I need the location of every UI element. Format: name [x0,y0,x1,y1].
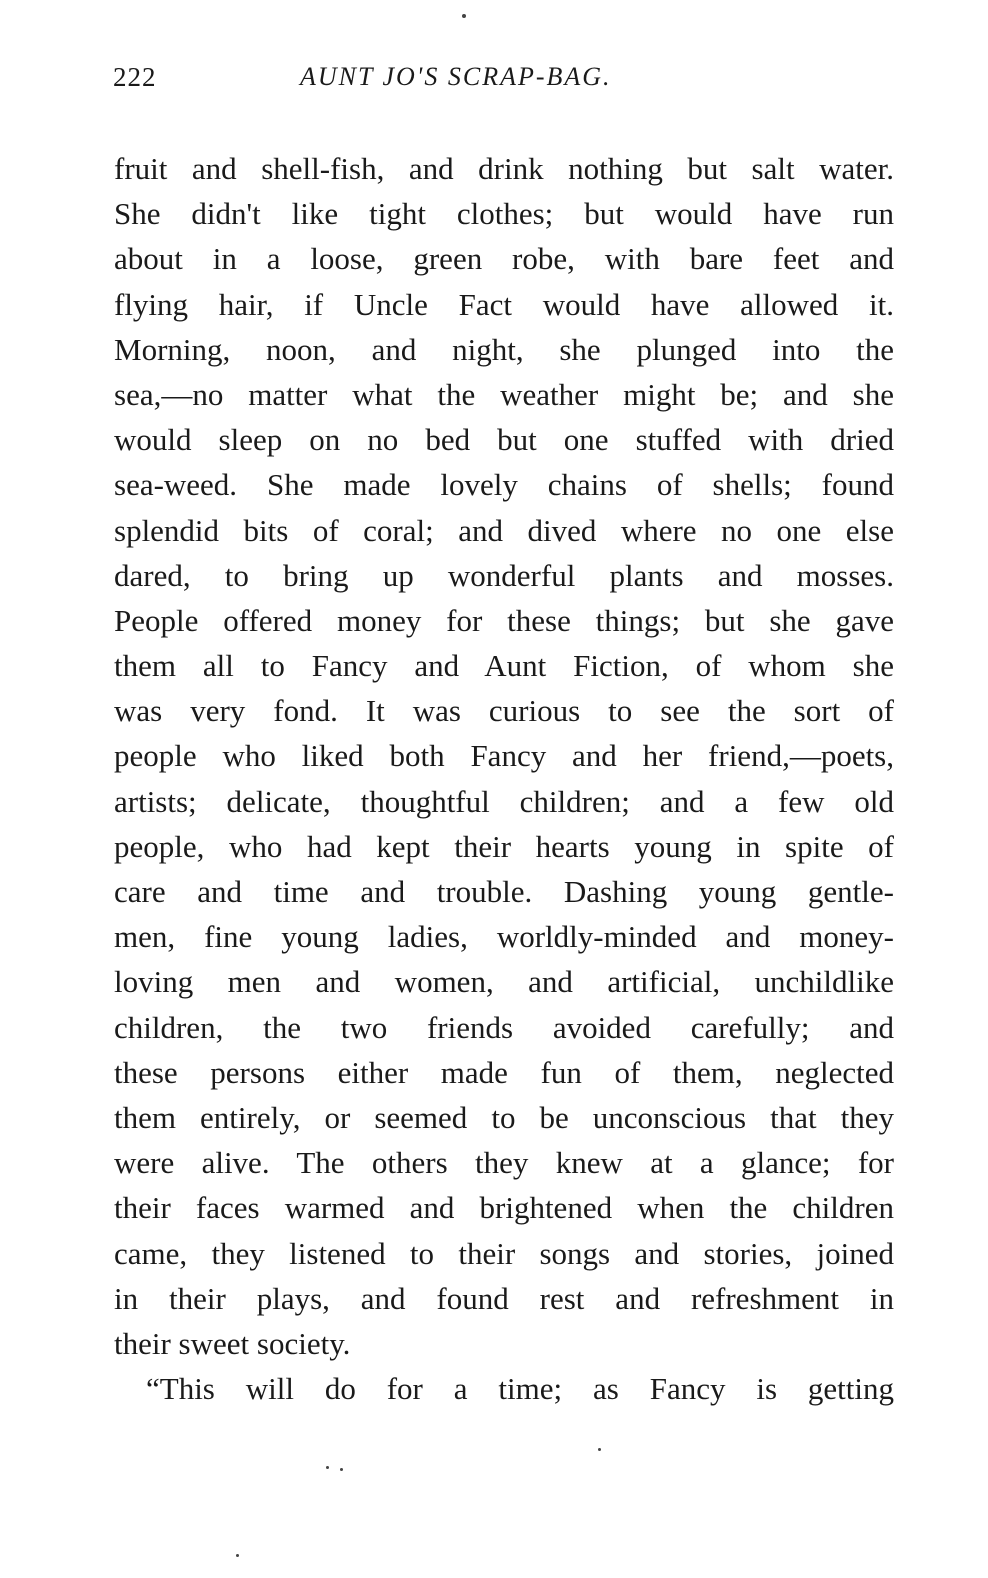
text-line: in their plays, and found rest and refreshment in [114,1280,894,1316]
text-line: flying hair, if Uncle Fact would have allowed it. [114,286,894,322]
text-line: came, they listened to their songs and stories, joined [114,1235,894,1271]
text-line: was very fond. It was curious to see the sort of [114,693,894,729]
text-line: would sleep on no bed but one stuffed with dried [114,422,894,458]
text-line: children, the two friends avoided carefully; and [114,1009,894,1045]
paragraph-end-line: their sweet society. [114,1325,351,1361]
text-line: were alive. The others they knew at a glance; for [114,1145,894,1181]
print-speck [236,1554,239,1557]
text-line: sea-weed. She made lovely chains of shells; found [114,467,894,503]
print-speck [326,1466,329,1469]
running-title: AUNT JO'S SCRAP-BAG. [300,62,612,91]
text-line: loving men and women, and artificial, unchildlike [114,964,894,1000]
body-text [114,146,894,1411]
text-line: people who liked both Fancy and her friend,—poets, [114,738,894,774]
text-line: dared, to bring up wonderful plants and mosses. [114,557,894,593]
text-line: their faces warmed and brightened when the children [114,1190,894,1226]
running-head [113,62,753,102]
text-line: care and time and trouble. Dashing young gentle- [114,874,894,909]
page-number: 222 [113,62,157,92]
text-line: them entirely, or seemed to be unconscious that they [114,1099,894,1135]
print-speck [598,1448,601,1451]
text-line: People offered money for these things; but she gave [114,602,894,638]
print-speck [340,1468,343,1471]
text-line: people, who had kept their hearts young in spite of [114,828,894,864]
text-line: men, fine young ladies, worldly-minded and money- [114,919,894,955]
text-line: artists; delicate, thoughtful children; and a few old [114,783,894,819]
text-line: fruit and shell-fish, and drink nothing but salt water. [114,151,894,186]
text-line: splendid bits of coral; and dived where no one else [114,512,894,548]
text-line: Morning, noon, and night, she plunged into the [114,331,894,367]
text-line: She didn't like tight clothes; but would have run [114,196,894,232]
print-speck [462,14,466,18]
text-line: them all to Fancy and Aunt Fiction, of whom she [114,648,894,684]
paragraph-start-line: “This will do for a time; as Fancy is getting [146,1371,894,1407]
text-line: these persons either made fun of them, neglected [114,1054,894,1090]
text-line: sea,—no matter what the weather might be; and she [114,376,894,412]
text-line: about in a loose, green robe, with bare feet and [114,241,894,277]
